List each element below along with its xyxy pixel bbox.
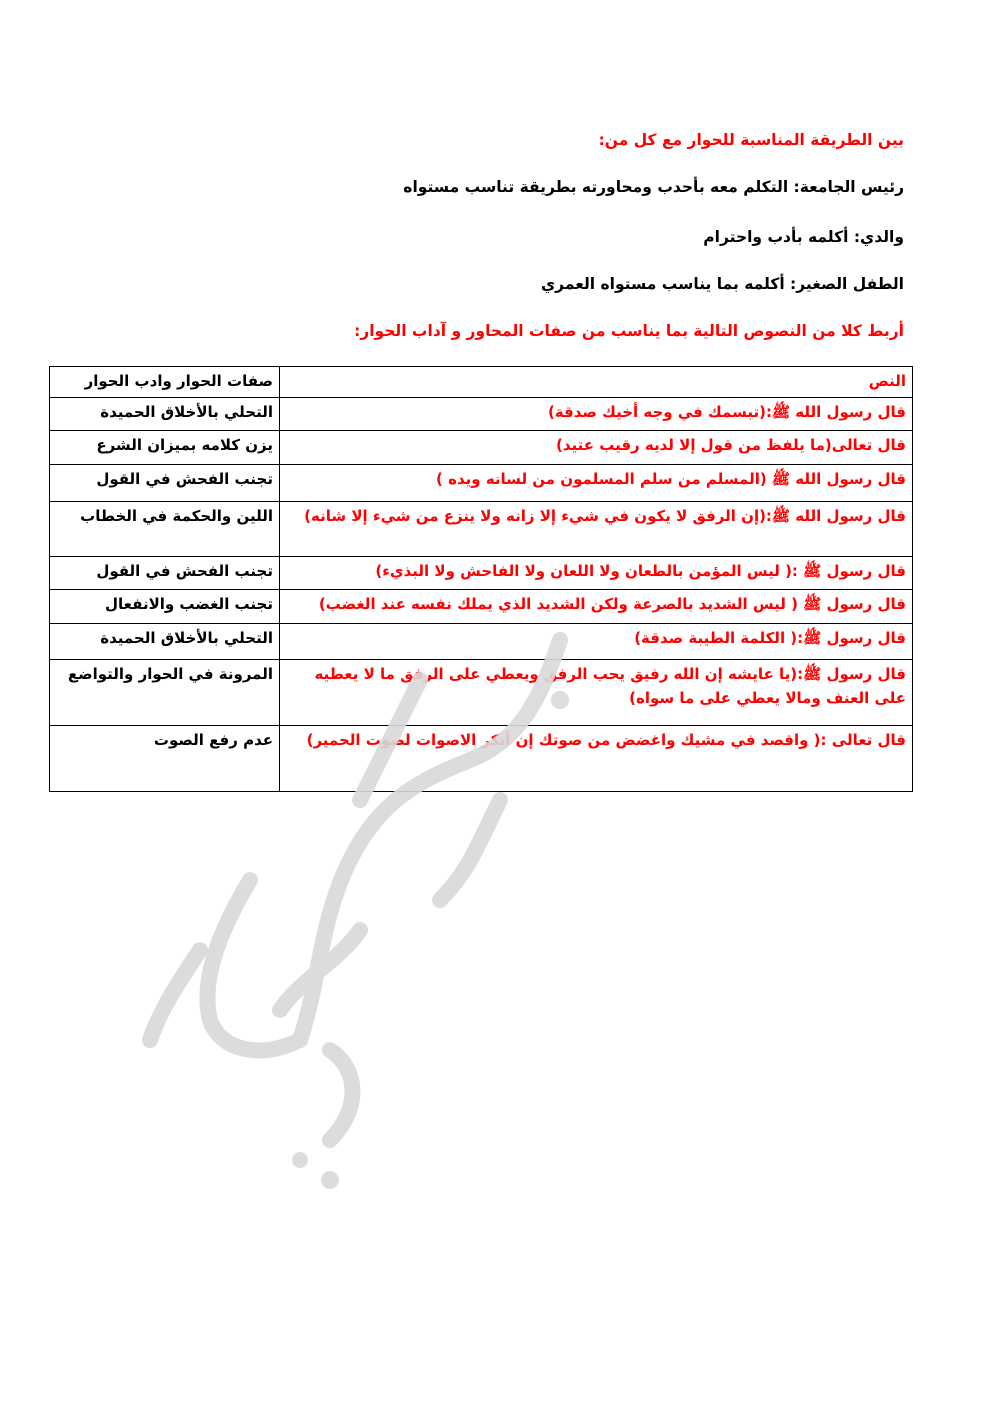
row-text: قال تعالى :( واقصد في مشيك واغضض من صوتك إن أنكر الاصوات لصوت الحمير)	[280, 726, 913, 792]
row-text: قال رسول ﷺ :( ليس المؤمن بالطعان ولا اللعان ولا الفاحش ولا البذيء)	[280, 557, 913, 590]
row-trait: عدم رفع الصوت	[50, 726, 280, 792]
header-trait: صفات الحوار وادب الحوار	[50, 367, 280, 398]
table-row	[50, 502, 913, 557]
table-row	[50, 398, 913, 431]
row-text: قال رسول الله ﷺ:(إن الرفق لا يكون في شيء إلا زانه ولا ينزع من شيء إلا شانه)	[280, 502, 913, 557]
table-row	[50, 431, 913, 465]
question-heading-1: بين الطريقة المناسبة للحوار مع كل من:	[598, 131, 904, 149]
row-trait: يزن كلامه بميزان الشرع	[50, 431, 280, 465]
table-row	[50, 624, 913, 660]
row-trait: المرونة في الحوار والتواضع	[50, 660, 280, 726]
row-text: قال رسول ﷺ ( ليس الشديد بالصرعة ولكن الشديد الذي يملك نفسه عند الغضب)	[280, 590, 913, 624]
row-text: قال رسول الله ﷺ:(تبسمك في وجه أخيك صدقة)	[280, 398, 913, 431]
table-row	[50, 660, 913, 726]
answer-university-president: رئيس الجامعة: التكلم معه بأحدب ومحاورته بطريقة تناسب مستواه	[403, 178, 904, 196]
row-text: قال رسول الله ﷺ (المسلم من سلم المسلمون من لسانه ويده )	[280, 465, 913, 502]
row-trait: تجنب الفحش في القول	[50, 557, 280, 590]
row-text: قال رسول ﷺ:( الكلمة الطيبة صدقة)	[280, 624, 913, 660]
table-row	[50, 557, 913, 590]
row-text: قال رسول ﷺ:(يا عايشه إن الله رفيق يحب الرفق ويعطي على الرفق ما لا يعطيه على العنف ومالا يعطي على ما سواه)	[280, 660, 913, 726]
matching-table	[49, 366, 913, 792]
table-row	[50, 590, 913, 624]
answer-father: والدي: أكلمه بأدب واحترام	[703, 228, 904, 246]
table-header-row	[50, 367, 913, 398]
table-row	[50, 726, 913, 792]
row-trait: التحلي بالأخلاق الحميدة	[50, 624, 280, 660]
header-text: النص	[280, 367, 913, 398]
row-trait: تجنب الغضب والانفعال	[50, 590, 280, 624]
answer-small-child: الطفل الصغير: أكلمه بما يناسب مستواه العمري	[540, 275, 904, 293]
question-heading-2: أربط كلا من النصوص التالية بما يناسب من صفات المحاور و آداب الحوار:	[354, 322, 904, 340]
row-text: قال تعالى(ما يلفظ من قول إلا لديه رقيب عتيد)	[280, 431, 913, 465]
row-trait: اللين والحكمة في الخطاب	[50, 502, 280, 557]
row-trait: تجنب الفحش في القول	[50, 465, 280, 502]
table-row	[50, 465, 913, 502]
row-trait: التحلي بالأخلاق الحميدة	[50, 398, 280, 431]
